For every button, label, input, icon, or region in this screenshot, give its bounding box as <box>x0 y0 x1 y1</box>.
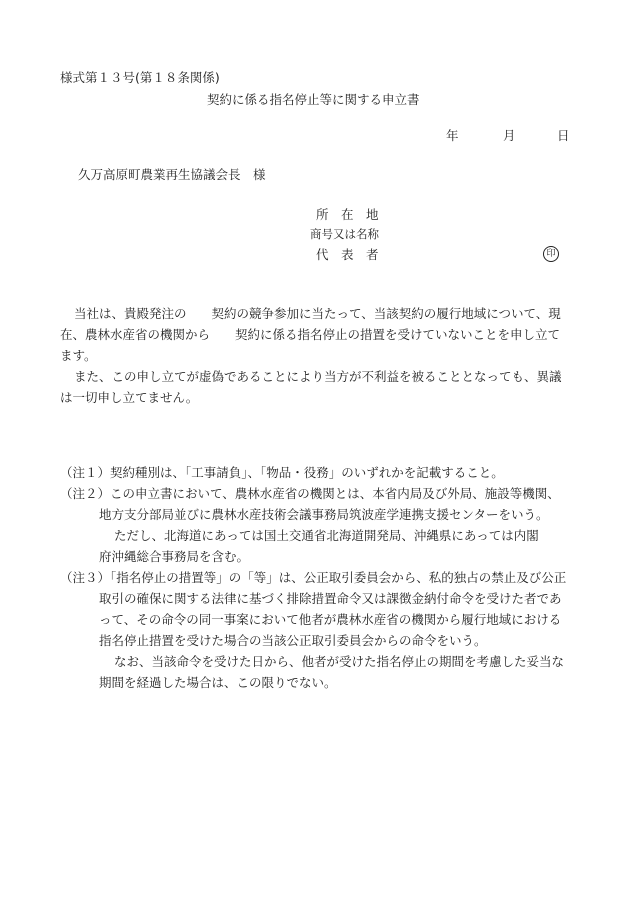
para1-line2: 在、農林水産省の機関から 契約に係る指名停止の措置を受けていないことを申し立て <box>60 327 561 342</box>
company-name-label: 商号又は名称 <box>310 227 379 241</box>
date-month: 月 <box>503 128 516 143</box>
note-2-line3: ただし、北海道にあっては国土交通省北海道開発局、沖縄県にあっては内閣 <box>114 528 539 543</box>
note-2-line2: 地方支分部局並びに農林水産技術会議事務局筑波産学連携支援センターをいう。 <box>99 507 549 522</box>
note-3-line3: って、その命令の同一事案において他者が農林水産省の機関から履行地域における <box>99 612 562 627</box>
note-3-line4: 指名停止措置を受けた場合の当該公正取引委員会からの命令をいう。 <box>99 633 487 648</box>
note-2-line4: 府沖縄総合事務局を含む。 <box>99 549 250 564</box>
declaration-paragraph-2 <box>60 366 580 408</box>
address-label: 所 在 地 <box>316 207 379 222</box>
para1-line3: ます。 <box>60 348 97 363</box>
note-3-line1: （注３）「指名停止の措置等」の「等」は、公正取引委員会から、私的独占の禁止及び公正 <box>60 570 567 585</box>
note-3-line2: 取引の確保に関する法律に基づく排除措置命令又は課徴金納付命令を受けた者であ <box>99 591 562 606</box>
date-year: 年 <box>446 128 459 143</box>
note-3-line6: 期間を経過した場合は、この限りでない。 <box>99 675 337 690</box>
representative-label: 代 表 者 <box>316 247 379 262</box>
para2-line1: また、この申し立てが虚偽であることにより当方が不利益を被ることとなっても、異議 <box>74 369 562 384</box>
note-1: （注１）契約種別は、「工事請負」、「物品・役務」のいずれかを記載すること。 <box>60 465 504 480</box>
declaration-paragraph-1 <box>60 303 580 366</box>
seal-mark: 印 <box>543 246 559 262</box>
para1-line1: 当社は、貴殿発注の 契約の競争参加に当たって、当該契約の履行地域について、現 <box>74 306 561 321</box>
para2-line2: は一切申し立てません。 <box>60 390 199 405</box>
note-2-line1: （注２）この申立書において、農林水産省の機関とは、本省内局及び外局、施設等機関、 <box>60 486 560 501</box>
note-3-line5: なお、当該命令を受けた日から、他者が受けた指名停止の期間を考慮した妥当な <box>114 654 565 669</box>
form-number: 様式第１３号(第１８条関係) <box>60 70 220 85</box>
document-title: 契約に係る指名停止等に関する申立書 <box>207 92 420 107</box>
addressee: 久万高原町農業再生協議会長 様 <box>78 167 266 182</box>
date-day: 日 <box>557 128 570 143</box>
